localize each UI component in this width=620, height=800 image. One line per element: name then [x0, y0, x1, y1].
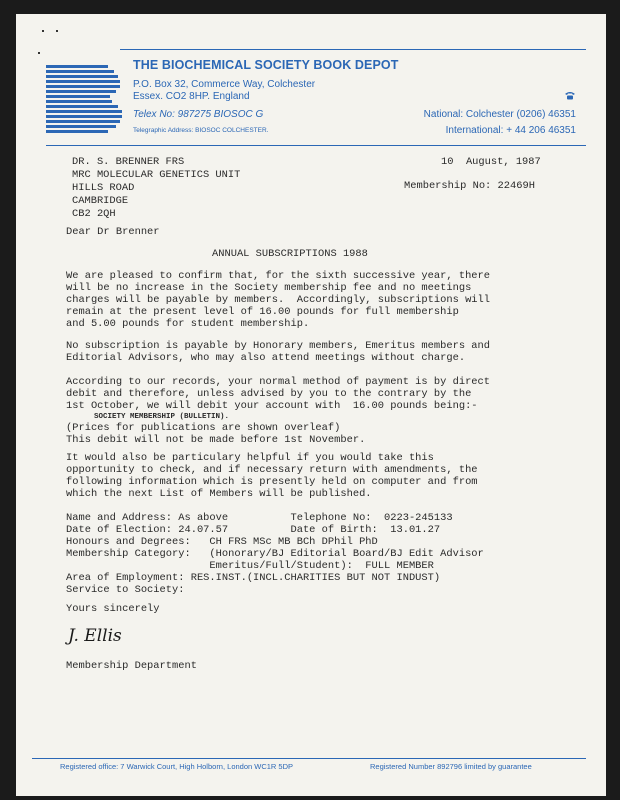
- text-line: debit and therefore, unless advised by you to the contrary by the: [66, 388, 472, 400]
- telephone-icon: [564, 87, 576, 105]
- header-rule: [120, 49, 586, 50]
- registered-number: Registered Number 892796 limited by guarantee: [370, 762, 532, 771]
- membership-number: Membership No: 22469H: [404, 180, 535, 192]
- phone-international: International: + 44 206 46351: [445, 125, 576, 136]
- detail-line: Area of Employment: RES.INST.(INCL.CHARITIES BUT NOT INDUST): [66, 572, 441, 584]
- salutation: Dear Dr Brenner: [66, 226, 160, 238]
- text-line: According to our records, your normal method of payment is by direct: [66, 376, 491, 388]
- paragraph-1: [66, 270, 490, 330]
- text-line: following information which is presently held on computer and from: [66, 476, 478, 488]
- closing: Yours sincerely: [66, 603, 160, 615]
- text-line: opportunity to check, and if necessary return with amendments, the: [66, 464, 478, 476]
- recipient-line: MRC MOLECULAR GENETICS UNIT: [72, 169, 241, 181]
- member-details: [66, 512, 484, 596]
- address-line: P.O. Box 32, Commerce Way, Colchester: [133, 79, 316, 90]
- detail-line: Emeritus/Full/Student): FULL MEMBER: [66, 560, 434, 572]
- text-line: Editorial Advisors, who may also attend meetings without charge.: [66, 352, 466, 364]
- text-line: (Prices for publications are shown overleaf): [66, 422, 341, 434]
- text-line: It would also be particulary helpful if you would take this: [66, 452, 434, 464]
- logo-b-icon: [46, 65, 124, 135]
- detail-line: Membership Category: (Honorary/BJ Editorial Board/BJ Edit Advisor: [66, 548, 484, 560]
- signature: J. Ellis: [68, 626, 122, 646]
- paragraph-2: [66, 340, 490, 364]
- text-line: and 5.00 pounds for student membership.: [66, 318, 310, 330]
- telex: Telex No: 987275 BIOSOC G: [133, 109, 264, 120]
- recipient-postcode: CB2 2QH: [72, 208, 116, 220]
- debit-item: SOCIETY MEMBERSHIP (BULLETIN).: [94, 413, 230, 421]
- text-line: We are pleased to confirm that, for the sixth successive year, there: [66, 270, 491, 282]
- detail-line: Honours and Degrees: CH FRS MSc MB BCh DPhil PhD: [66, 536, 378, 548]
- text-line: No subscription is payable by Honorary members, Emeritus members and: [66, 340, 491, 352]
- phone-national: National: Colchester (0206) 46351: [423, 109, 576, 120]
- recipient-name: DR. S. BRENNER FRS: [72, 156, 185, 168]
- registered-office: Registered office: 7 Warwick Court, High Holborn, London WC1R 5DP: [60, 762, 294, 771]
- footer-rule: [32, 758, 586, 759]
- address-line: Essex. CO2 8HP. England: [133, 91, 250, 102]
- text-line: This debit will not be made before 1st November.: [66, 434, 366, 446]
- header-bottom-rule: [46, 145, 586, 146]
- punch-mark: [38, 52, 40, 54]
- detail-line: Date of Election: 24.07.57 Date of Birth: 13.01.27: [66, 524, 441, 536]
- letter-date: 10 August, 1987: [441, 156, 541, 168]
- detail-line: Name and Address: As above Telephone No: 0223-245133: [66, 512, 453, 524]
- subject-heading: ANNUAL SUBSCRIPTIONS 1988: [212, 248, 368, 260]
- text-line: 1st October, we will debit your account with 16.00 pounds being:-: [66, 400, 478, 412]
- detail-line: Service to Society:: [66, 584, 185, 596]
- department: Membership Department: [66, 660, 197, 672]
- text-line: which the next List of Members will be published.: [66, 488, 372, 500]
- paragraph-4: [66, 452, 478, 500]
- telegraphic-address: Telegraphic Address: BIOSOC COLCHESTER.: [133, 127, 269, 134]
- recipient-line: HILLS ROAD: [72, 182, 135, 194]
- paragraph-3: [66, 376, 490, 446]
- text-line: will be no increase in the Society membership fee and no meetings: [66, 282, 472, 294]
- letter-page: [16, 14, 606, 796]
- recipient-line: CAMBRIDGE: [72, 195, 129, 207]
- punch-mark: [42, 30, 44, 32]
- punch-mark: [56, 30, 58, 32]
- text-line: charges will be payable by members. Accordingly, subscriptions will: [66, 294, 491, 306]
- text-line: remain at the present level of 16.00 pounds for full membership: [66, 306, 459, 318]
- org-name: THE BIOCHEMICAL SOCIETY BOOK DEPOT: [133, 58, 399, 72]
